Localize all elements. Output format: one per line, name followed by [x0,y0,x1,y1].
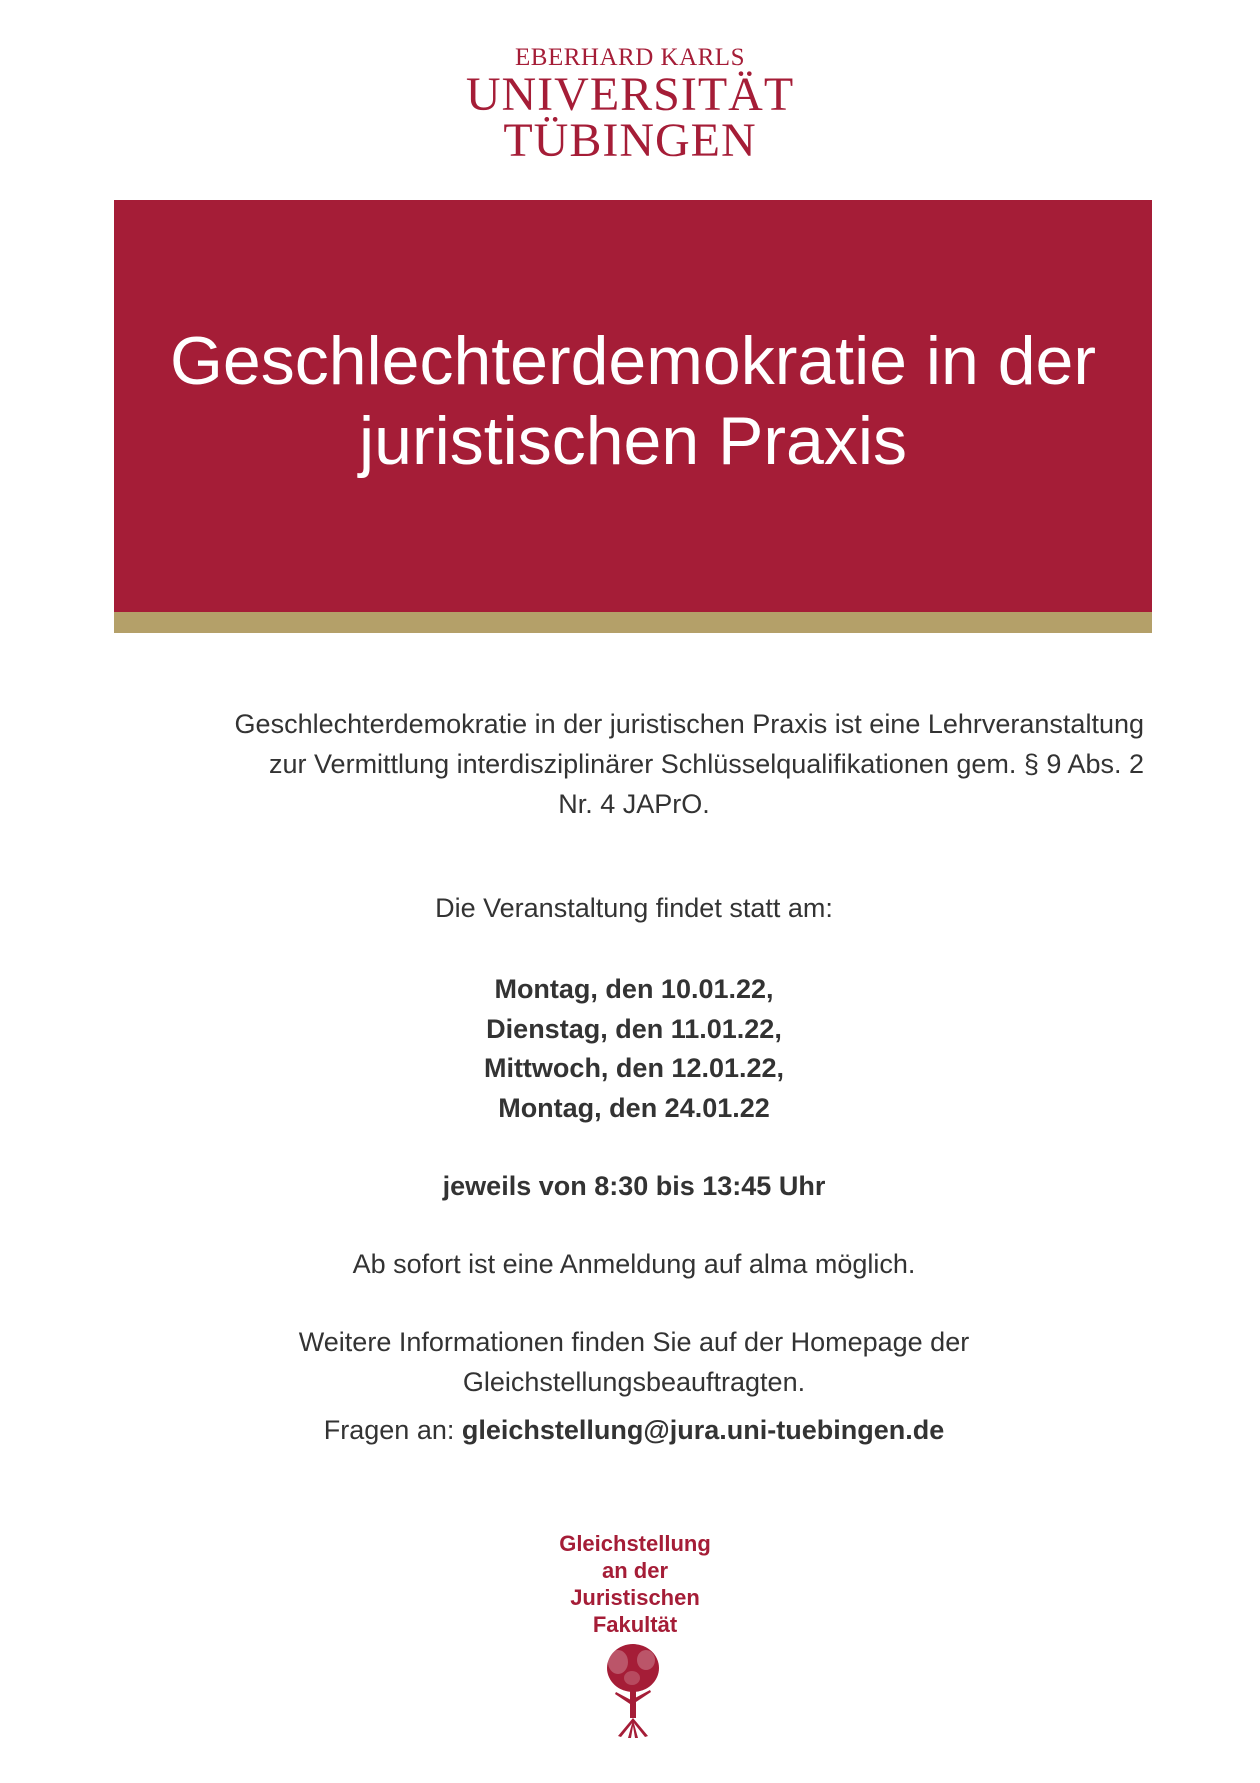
logo-line-1: EBERHARD KARLS [515,44,745,71]
announcement-body [114,704,1154,1450]
event-date: Mittwoch, den 12.01.22, [483,1053,785,1083]
info-line-1: Weitere Informationen finden Sie auf der Homepage der [298,1327,970,1357]
title-banner [114,200,1152,612]
footer-line-1: Gleichstellung [559,1531,711,1556]
event-dates [114,970,1154,1128]
footer-signature [480,1530,790,1638]
event-lead-text: Die Veranstaltung findet statt am: [435,893,833,923]
event-date: Montag, den 10.01.22, [494,974,774,1004]
intro-line-3: Nr. 4 JAPrO. [558,789,710,819]
logo-line-2: UNIVERSITÄT [465,68,795,121]
info-paragraph [114,1322,1154,1402]
event-times: jeweils von 8:30 bis 13:45 Uhr [442,1171,826,1201]
page-title [170,321,1096,481]
title-line-2: juristischen Praxis [359,403,907,479]
footer-line-2: an der [601,1558,669,1583]
gold-divider [114,612,1152,633]
title-line-1: Geschlechterdemokratie in der [169,323,1096,399]
tree-icon [598,1640,668,1740]
registration-note: Ab sofort ist eine Anmeldung auf alma möglich. [352,1249,916,1279]
info-line-2: Gleichstellungsbeauftragten. [462,1367,806,1397]
intro-line-1: Geschlechterdemokratie in der juristischen Praxis ist eine Lehrveranstaltung [234,709,1144,739]
questions-label: Fragen an: [323,1415,462,1445]
footer-line-4: Fakultät [592,1612,678,1637]
event-date: Dienstag, den 11.01.22, [486,1013,782,1044]
intro-paragraph [114,704,1144,784]
university-logo [380,44,880,167]
contact-email-link[interactable]: gleichstellung@jura.uni-tuebingen.de [461,1415,945,1445]
logo-line-3: TÜBINGEN [503,114,757,167]
event-date: Montag, den 24.01.22 [498,1092,770,1123]
footer-line-3: Juristischen [570,1585,700,1610]
intro-line-2: zur Vermittlung interdisziplinärer Schlüsselqualifikationen gem. § 9 Abs. 2 [269,749,1144,779]
questions-line [114,1410,1154,1450]
